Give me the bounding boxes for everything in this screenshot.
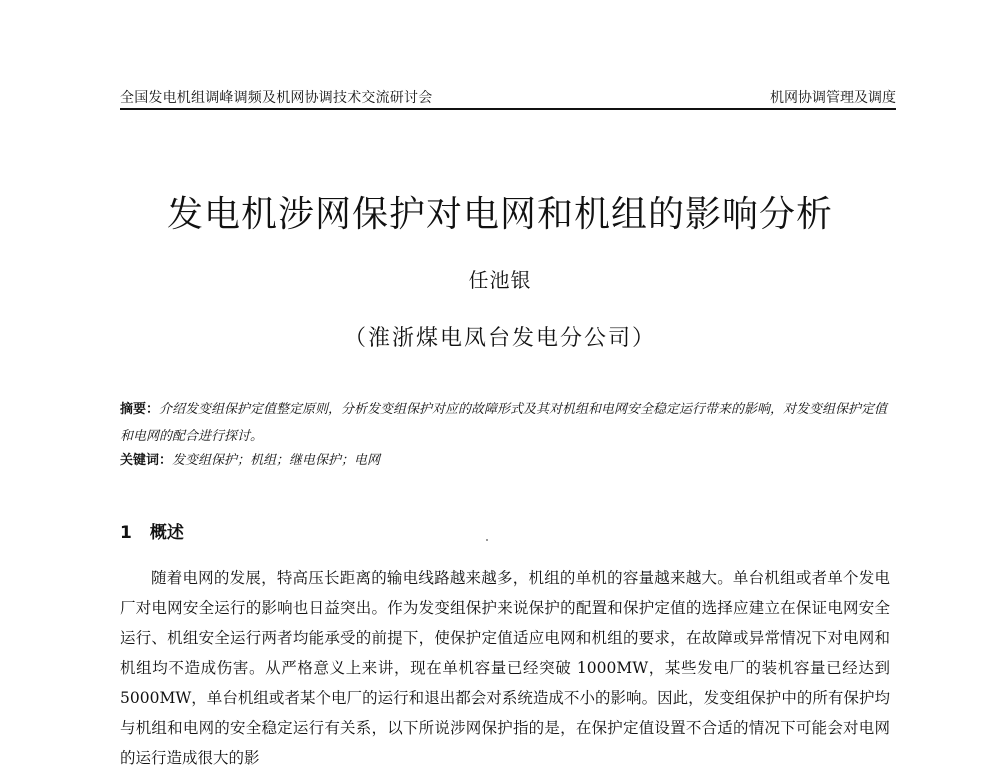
header-rule xyxy=(120,108,896,110)
paper-affiliation: （淮浙煤电凤台发电分公司） xyxy=(343,326,656,351)
keywords-label: 关键词： xyxy=(120,453,173,468)
running-header xyxy=(120,85,896,109)
keywords-text: 发变组保护；机组；继电保护；电网 xyxy=(172,453,381,468)
abstract-label: 摘要： xyxy=(120,402,160,417)
section-heading xyxy=(120,518,184,543)
paper-title: 发电机涉网保护对电网和机组的影响分析 xyxy=(166,194,833,235)
scan-speck xyxy=(486,539,488,541)
abstract-text: 介绍发变组保护定值整定原则，分析发变组保护对应的故障形式及其对机组和电网安全稳定运行带来的影响，对发变组保护定值和电网的配合进行探讨。 xyxy=(120,402,888,444)
keywords xyxy=(120,450,890,472)
paper-author: 任池银 xyxy=(468,268,532,292)
section-number: 1 xyxy=(120,523,132,543)
section-paragraph: 随着电网的发展，特高压长距离的输电线路越来越多，机组的单机的容量越来越大。单台机组或者单个发电厂对电网安全运行的影响也日益突出。作为发变组保护来说保护的配置和保护定值的选择应建立在保证电网安全运行、机组安全运行两者均能承受的前提下，使保护定值适应电网和机组的要求，在故障或异常情况下对电网和机组均不造成伤害。从严格意义上来讲，现在单机容量已经突破 1000MW，某些发电厂的装机容量已经达到 5000MW，单台机组或者某个电厂的运行和退出都会对系统造成不小的影响。因此，发变组保护中的所有保护均与机组和电网的安全稳定运行有关系，以下所说涉网保护指的是，在保护定值设置不合适的情况下可能会对电网的运行造成很大的影 xyxy=(120,569,890,767)
header-section-name: 机网协调管理及调度 xyxy=(770,90,896,106)
section-title: 概述 xyxy=(149,523,184,543)
abstract xyxy=(120,396,890,450)
header-conference-name: 全国发电机组调峰调频及机网协调技术交流研讨会 xyxy=(120,90,433,106)
